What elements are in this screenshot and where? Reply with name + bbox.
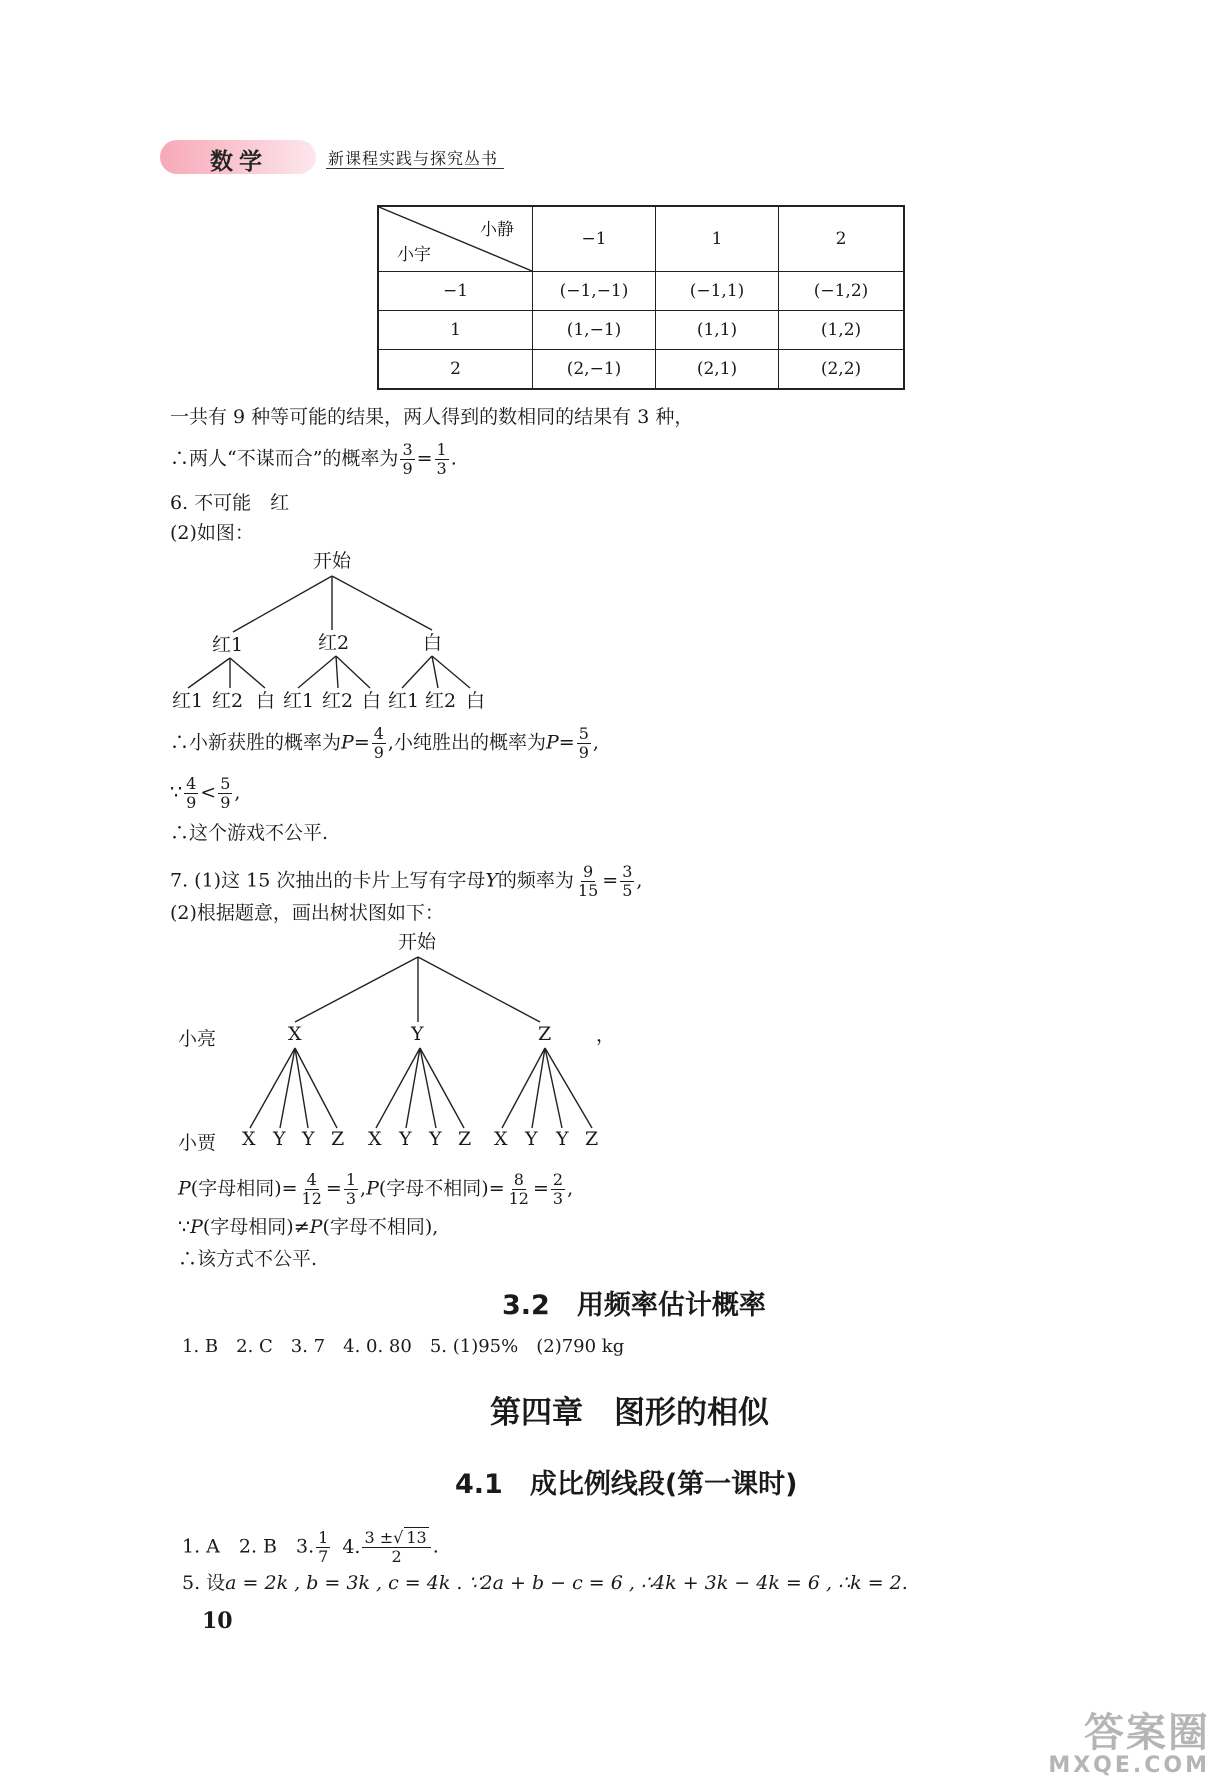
prob-symbol: P (545, 731, 559, 754)
tree-leaf: X (242, 1128, 256, 1150)
tree-leaf: Y (525, 1128, 538, 1150)
watermark (1048, 1710, 1210, 1778)
prob-symbol: P (190, 1216, 203, 1238)
period: , (636, 869, 643, 892)
watermark-site: MXQE.COM (1048, 1753, 1210, 1778)
subject-label: 数学 (210, 149, 268, 175)
fraction (316, 1530, 330, 1565)
denominator: 9 (578, 743, 589, 762)
denominator: 3 (345, 1189, 357, 1208)
q6-text: ,小纯胜出的概率为 (387, 731, 546, 754)
answer-text: 1. A 2. B 3. (182, 1535, 315, 1558)
q6-line1: 6. 不可能 红 (170, 492, 290, 514)
tree-leaf: 红2 (425, 690, 457, 712)
q7-text: 7. (1)这 15 次抽出的卡片上写有字母 (170, 869, 486, 892)
radicand: 13 (406, 1528, 427, 1547)
tree-leaf: X (494, 1128, 508, 1150)
period: . (432, 1535, 439, 1558)
tree-leaf: 红2 (322, 690, 354, 712)
table-cell: (1,−1) (533, 311, 656, 350)
fraction (551, 1172, 565, 1207)
table-cell: (2,−1) (533, 350, 656, 390)
sqrt-icon: √ (393, 1528, 404, 1547)
q7-line2: (2)根据题意，画出树状图如下： (170, 902, 444, 924)
section-3-2-title: 3.2 用频率估计概率 (502, 1290, 766, 1321)
denominator: 9 (402, 459, 413, 478)
denominator: 9 (220, 793, 231, 812)
page-number: 10 (202, 1608, 233, 1634)
denominator: 3 (436, 459, 447, 478)
numerator: 8 (513, 1170, 524, 1189)
tree-node: X (288, 1023, 302, 1045)
table-cell: (−1,−1) (533, 272, 656, 311)
tree-leaf: 红1 (283, 690, 315, 712)
denominator: 2 (391, 1547, 402, 1566)
tree-leaf: 红2 (212, 690, 244, 712)
tree-node: Z (538, 1023, 552, 1045)
col-header: −1 (533, 206, 656, 272)
numerator: 2 (552, 1170, 564, 1189)
tree-node: Y (411, 1023, 424, 1045)
numerator: 4 (306, 1170, 317, 1189)
event-label: (字母不相同) (378, 1177, 489, 1200)
tree-leaf: 白 (466, 690, 486, 712)
less-than: < (200, 781, 217, 804)
table-cell: (−1,1) (656, 272, 779, 311)
comma: , (567, 1177, 574, 1200)
table-cell: (−1,2) (779, 272, 905, 311)
denominator: 7 (318, 1547, 329, 1566)
tree-leaf: Y (302, 1128, 315, 1150)
tree-leaf: Y (399, 1128, 412, 1150)
tree-leaf: Z (585, 1128, 599, 1150)
numerator: 3 (402, 440, 413, 459)
row-header: −1 (378, 272, 533, 311)
equals: = (558, 731, 575, 754)
because-symbol: ∵ (170, 781, 183, 804)
tree-leaf: X (368, 1128, 382, 1150)
numerator: 3 (622, 862, 633, 881)
corner-top-label: 小静 (480, 220, 514, 240)
equals: = (353, 731, 370, 754)
equals: = (281, 1177, 298, 1200)
col-header: 2 (779, 206, 905, 272)
tree-leaf: Y (273, 1128, 286, 1150)
denominator: 9 (373, 743, 384, 762)
fraction (344, 1172, 358, 1207)
period: . (450, 447, 457, 470)
letter-y: Y (485, 869, 498, 892)
tree-root: 开始 (398, 931, 437, 953)
prob-symbol: P (178, 1177, 191, 1200)
denominator: 9 (186, 793, 197, 812)
denominator: 12 (301, 1189, 322, 1208)
row-header: 2 (378, 350, 533, 390)
tree-node: 白 (423, 632, 443, 654)
table-cell: (1,2) (779, 311, 905, 350)
equals: = (416, 447, 433, 470)
section-4-1-answers (182, 1530, 439, 1565)
q7-inequality (178, 1218, 438, 1237)
q6-text: ∴小新获胜的概率为 (170, 731, 342, 754)
tree-leaf: 红1 (172, 690, 204, 712)
q6-line2: (2)如图： (170, 522, 254, 544)
comma: , (592, 731, 599, 754)
fraction (300, 1172, 324, 1207)
corner-bottom-label: 小宇 (397, 245, 431, 265)
tree-leaf: 白 (256, 690, 276, 712)
numerator: 1 (436, 440, 447, 459)
numerator: 1 (345, 1170, 357, 1189)
tree-node: 红1 (212, 634, 244, 656)
row-header: 1 (378, 311, 533, 350)
numerator: 4 (186, 774, 197, 793)
denominator: 5 (622, 881, 633, 900)
equals: = (602, 869, 619, 892)
p5-line1: 一共有 9 种等可能的结果，两人得到的数相同的结果有 3 种， (170, 406, 694, 428)
numerator: 4 (373, 724, 384, 743)
prob-symbol: P (366, 1177, 379, 1200)
q6-result3: ∴这个游戏不公平. (170, 822, 329, 844)
numerator (362, 1530, 430, 1548)
tree-row-label: 小亮 (178, 1028, 217, 1050)
prob-symbol: P (309, 1216, 323, 1238)
equals: = (488, 1177, 505, 1200)
fraction (362, 1530, 430, 1565)
col-header: 1 (656, 206, 779, 272)
comma: , (234, 781, 241, 804)
series-title: 新课程实践与探究丛书 (328, 149, 499, 168)
numerator: 1 (318, 1528, 329, 1547)
prob-symbol: P (341, 731, 354, 754)
answer-text: 4. (342, 1535, 361, 1558)
table-cell: (2,1) (656, 350, 779, 390)
q7-conclusion: ∴该方式不公平. (178, 1248, 318, 1270)
equals: = (325, 1177, 342, 1200)
section-3-2-answers: 1. B 2. C 3. 7 4. 0. 80 5. (1)95% (2)790 kg (182, 1336, 625, 1357)
watermark-text: 答案圈 (1084, 1710, 1210, 1756)
chapter-4-title: 第四章 图形的相似 (490, 1395, 769, 1431)
tree-row-label: 小贾 (178, 1132, 217, 1154)
tree-leaf: Z (331, 1128, 345, 1150)
p5-text: ∴两人“不谋而合”的概率为 (170, 447, 399, 470)
equals: = (532, 1177, 549, 1200)
denominator: 12 (508, 1189, 529, 1208)
comma: , (360, 1177, 367, 1200)
tree-node: 红2 (318, 632, 350, 654)
section-4-1-title: 4.1 成比例线段(第一课时) (455, 1469, 798, 1500)
section-4-1-q5 (182, 1574, 908, 1593)
table-cell: (1,1) (656, 311, 779, 350)
tree-leaf: Y (556, 1128, 569, 1150)
q5-expression: a = 2k , b = 3k , c = 4k . ∵2a + b − c = 6 , ∴4k + 3k − 4k = 6 , ∴k = 2. (225, 1572, 908, 1594)
tree-root: 开始 (313, 550, 352, 572)
tree-mark: ， (596, 1024, 616, 1046)
tree-leaf: 红1 (388, 690, 420, 712)
table-cell: (2,2) (779, 350, 905, 390)
event-label: (字母不相同), (322, 1216, 439, 1238)
denominator: 3 (552, 1189, 564, 1208)
event-label: (字母相同) (190, 1177, 282, 1200)
q7-probabilities (178, 1172, 573, 1207)
fraction (507, 1172, 531, 1207)
q7-text: 的频率为 (497, 869, 574, 892)
numerator: 5 (220, 774, 231, 793)
numerator-lead: 3 ± (364, 1528, 394, 1547)
tree-leaf: 白 (362, 690, 382, 712)
q5-text: 5. 设 (182, 1572, 226, 1594)
numerator: 5 (578, 724, 589, 743)
denominator: 15 (577, 881, 599, 900)
tree-leaf: Y (429, 1128, 442, 1150)
tree-leaf: Z (458, 1128, 472, 1150)
event-label: (字母相同)≠ (202, 1216, 310, 1238)
because-symbol: ∵ (178, 1216, 191, 1238)
numerator: 9 (582, 862, 594, 881)
